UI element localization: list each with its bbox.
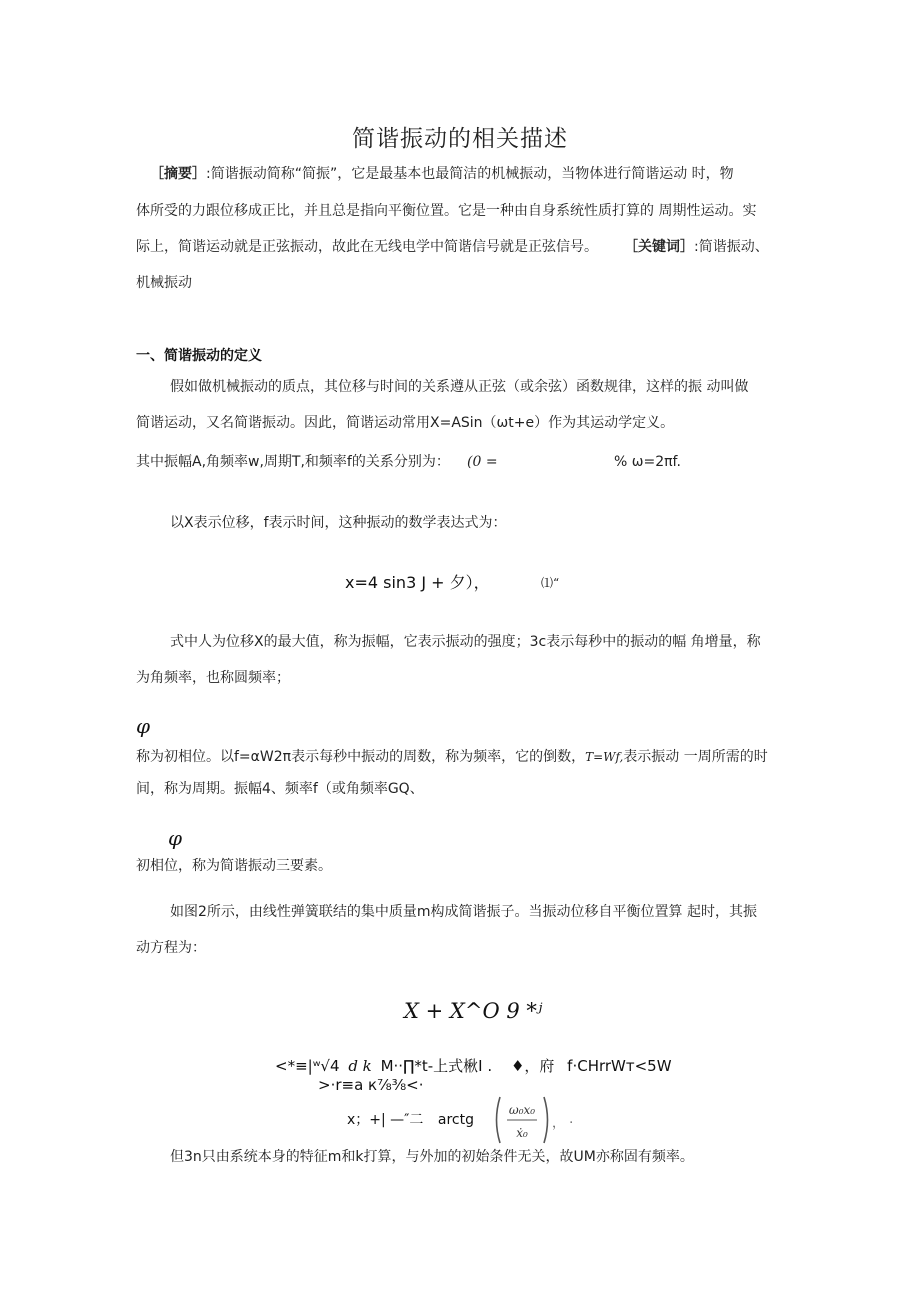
p2-formula-b: % ω=2πf. bbox=[614, 454, 681, 470]
p5-formula: T=Wf, bbox=[585, 750, 624, 764]
section-heading: 一、简谐振动的定义 bbox=[136, 348, 262, 364]
p4-line-1: 式中人为位移X的最大值，称为振幅，它表示振动的强度；3c表示每秒中的振动的幅 角增量，称 bbox=[170, 634, 761, 650]
phi-symbol-2: φ bbox=[168, 826, 183, 850]
p3: 以X表示位移，f表示时间，这种振动的数学表达式为： bbox=[170, 515, 507, 531]
p7-line-1: 如图2所示，由线性弹簧联结的集中质量m构成简谐振子。当振动位移自平衡位置算 起时，其振 bbox=[170, 904, 757, 920]
p2-formula-a: (0 = bbox=[467, 454, 498, 470]
equation-1: x=4 sin3 J + 夕）， bbox=[345, 573, 490, 592]
p6: 初相位，称为简谐振动三要素。 bbox=[136, 858, 332, 874]
keywords-text: :简谐振动、 bbox=[694, 239, 769, 255]
garbled-line-2: >·r≡a к⅞⅜<· bbox=[318, 1076, 424, 1094]
abstract-text-1: :简谐振动简称“简振”，它是最基本也最简洁的机械振动，当物体进行简谐运动 时，物 bbox=[206, 166, 734, 182]
p4-line-2: 为角频率，也称圆频率； bbox=[136, 670, 290, 686]
p1-line-1: 假如做机械振动的质点，其位移与时间的关系遵从正弦（或余弦）函数规律，这样的振 动叫做 bbox=[170, 379, 749, 395]
p5-line-1 bbox=[136, 739, 768, 775]
p1-line-2: 简谐运动，又名简谐振动。因此，简谐运动常用X=ASin（ωt+e）作为其运动学定义。 bbox=[136, 415, 675, 431]
equation-1-number: ⑴“ bbox=[541, 576, 560, 590]
garbled-1c: M··∏*t-上式楸I . bbox=[380, 1057, 493, 1075]
keywords-tag: ［关键词］ bbox=[624, 239, 694, 255]
p5-line-2: 间，称为周期。振幅4、频率f（或角频率GQ、 bbox=[136, 781, 424, 797]
page-title: 简谐振动的相关描述 bbox=[352, 126, 568, 152]
garbled-3b: arctg bbox=[437, 1112, 474, 1128]
abstract-line-3 bbox=[136, 229, 769, 265]
garbled-3a: x；+| —″二 bbox=[347, 1112, 424, 1128]
p7-line-2: 动方程为： bbox=[136, 940, 206, 956]
garbled-1e: f·CHrrWт<5W bbox=[567, 1057, 672, 1075]
garbled-1d: ♦，府 bbox=[510, 1057, 555, 1075]
garbled-1b: d k bbox=[348, 1057, 372, 1075]
garbled-1a: <*≡|ʷ√4 bbox=[275, 1057, 340, 1075]
fraction-denominator: ẋ₀ bbox=[516, 1126, 528, 1140]
garbled-line-3 bbox=[347, 1110, 474, 1130]
abstract-line-2: 体所受的力跟位移成正比，并且总是指向平衡位置。它是一种由自身系统性质打算的 周期性运动。实 bbox=[136, 203, 757, 219]
p8: 但3n只由系统本身的特征m和k打算，与外加的初始条件无关，故UM亦称固有频率。 bbox=[170, 1149, 694, 1165]
abstract-line-1 bbox=[150, 156, 734, 192]
phi-symbol-1: φ bbox=[136, 714, 151, 738]
equation-2: X + X^O 9 *ʲ bbox=[404, 999, 543, 1023]
abstract-text-3: 际上，简谐运动就是正弦振动，故此在无线电学中简谐信号就是正弦信号。 bbox=[136, 239, 598, 255]
p5-text-a: 称为初相位。以f=αW2π表示每秒中振动的周数，称为频率，它的倒数， bbox=[136, 749, 586, 765]
abstract-line-4: 机械振动 bbox=[136, 275, 192, 291]
p2-left: 其中振幅A,角频率w,周期T,和频率f的关系分别为： bbox=[136, 454, 450, 470]
abstract-tag: ［摘要］ bbox=[150, 166, 206, 182]
fraction-numerator: ω₀x₀ bbox=[508, 1103, 536, 1117]
p5-text-c: 表示振动 一周所需的时 bbox=[623, 749, 768, 765]
formula-tail: ， · bbox=[552, 1116, 574, 1131]
